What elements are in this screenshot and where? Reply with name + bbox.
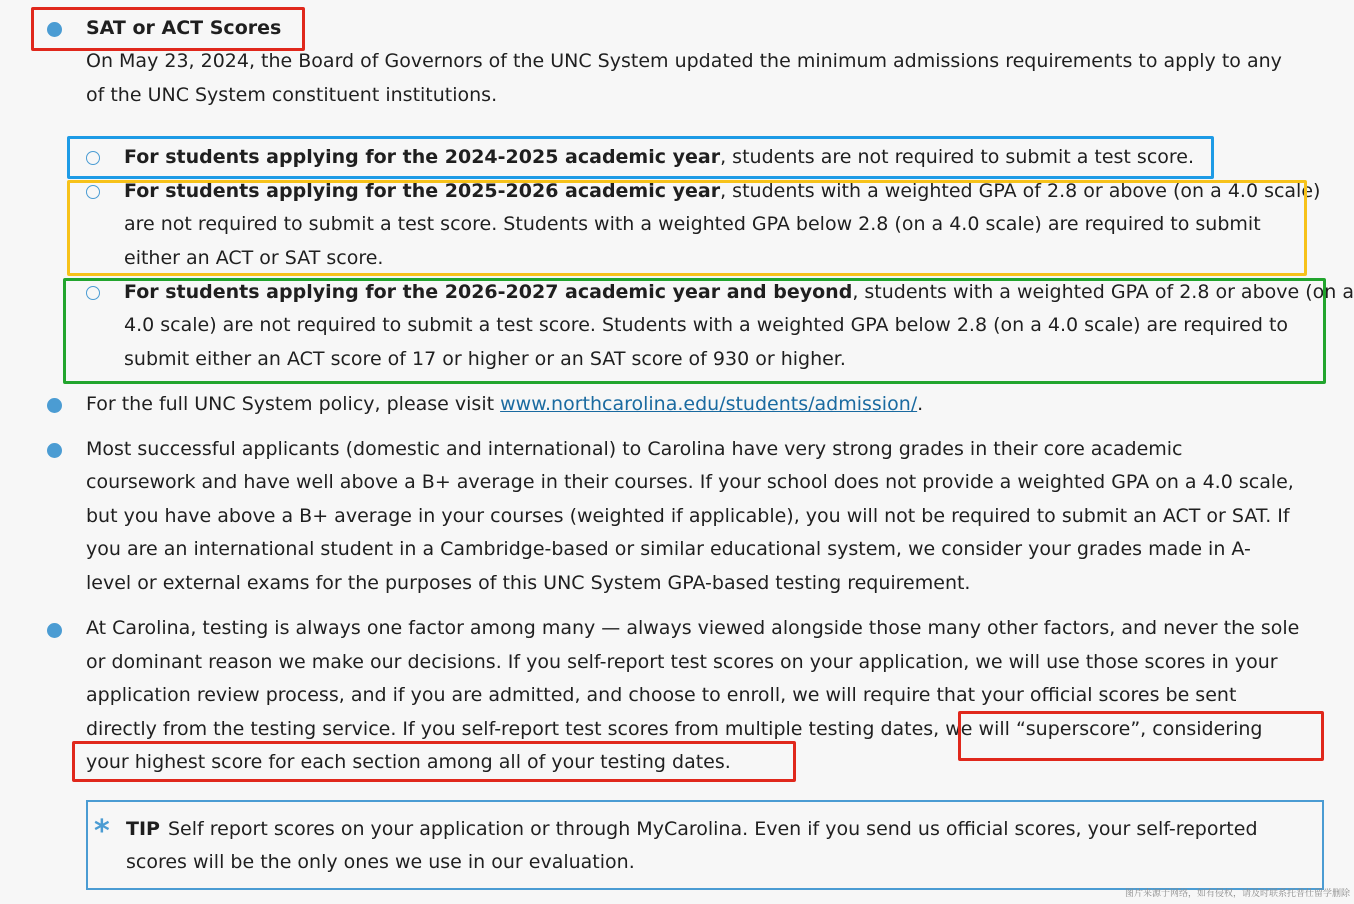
watermark-text: 图片来源于网络，如有侵权，请及时联系托普仕留学删除	[1124, 889, 1350, 899]
sub-item-bold: For students applying for the 2026-2027 academic year and beyond	[124, 281, 853, 303]
bullet-icon	[47, 398, 62, 413]
section-heading: SAT or ACT Scores	[86, 17, 282, 39]
policy-prefix: For the full UNC System policy, please visit	[86, 393, 501, 415]
sub-item-text: submit either an ACT score of 17 or higher or an SAT score of 930 or higher.	[124, 348, 846, 370]
tip-line: Self report scores on your application or through MyCarolina. Even if you send us official scores, your self-reported	[168, 818, 1258, 840]
grades-line: level or external exams for the purposes of this UNC System GPA-based testing requirement.	[86, 572, 971, 594]
grades-line: but you have above a B+ average in your courses (weighted if applicable), you will not be required to submit an ACT or SAT. If	[86, 505, 1290, 527]
highlight-box-highest-score	[72, 741, 796, 782]
testing-line: directly from the testing service. If you self-report test scores from multiple testing dates, we will “superscore”, considering	[86, 718, 1263, 740]
sub-item-text: are not required to submit a test score. Students with a weighted GPA below 2.8 (on a 4.0 scale) are required to submit	[124, 213, 1261, 235]
highlight-box-heading	[31, 7, 305, 51]
highlight-box-2024-2025	[67, 136, 1214, 179]
policy-line	[86, 388, 923, 422]
grades-line: you are an international student in a Cambridge-based or similar educational system, we consider your grades made in A-	[86, 538, 1251, 560]
sub-item-text: , students with a weighted GPA of 2.8 or above (on a	[852, 281, 1354, 303]
sub-item-text: 4.0 scale) are not required to submit a test score. Students with a weighted GPA below 2.8 (on a 4.0 scale) are required to	[124, 314, 1289, 336]
testing-line: your highest score for each section among all of your testing dates.	[86, 751, 731, 773]
asterisk-icon: *	[94, 814, 110, 849]
highlight-box-2026-2027	[63, 278, 1326, 384]
sub-item-text: either an ACT or SAT score.	[124, 247, 384, 269]
intro-line: On May 23, 2024, the Board of Governors of the UNC System updated the minimum admissions requirements to apply to any	[86, 50, 1282, 72]
tip-label: TIP	[126, 818, 160, 840]
intro-line: of the UNC System constituent institutions.	[86, 84, 498, 106]
highlight-box-superscore	[958, 711, 1324, 761]
unc-policy-link[interactable]: www.northcarolina.edu/students/admission/	[500, 393, 918, 415]
sub-item-bold: For students applying for the 2024-2025 academic year	[124, 146, 721, 168]
tip-box	[86, 800, 1324, 890]
tip-line: scores will be the only ones we use in our evaluation.	[126, 851, 635, 873]
policy-suffix: .	[917, 393, 924, 415]
grades-line: Most successful applicants (domestic and international) to Carolina have very strong grades in their core academic	[86, 438, 1183, 460]
grades-line: coursework and have well above a B+ average in their courses. If your school does not provide a weighted GPA on a 4.0 scale,	[86, 471, 1294, 493]
bullet-icon	[47, 443, 62, 458]
sub-item-bold: For students applying for the 2025-2026 academic year	[124, 180, 721, 202]
sub-item-text: , students with a weighted GPA of 2.8 or above (on a 4.0 scale)	[720, 180, 1321, 202]
testing-line: application review process, and if you are admitted, and choose to enroll, we will require that your official scores be sent	[86, 684, 1237, 706]
bullet-icon	[47, 623, 62, 638]
highlight-box-2025-2026	[67, 180, 1307, 276]
testing-line: or dominant reason we make our decisions. If you self-report test scores on your application, we will use those scores in your	[86, 651, 1278, 673]
sub-item-text: , students are not required to submit a test score.	[720, 146, 1195, 168]
testing-line: At Carolina, testing is always one factor among many — always viewed alongside those many other factors, and never the sole	[86, 617, 1300, 639]
